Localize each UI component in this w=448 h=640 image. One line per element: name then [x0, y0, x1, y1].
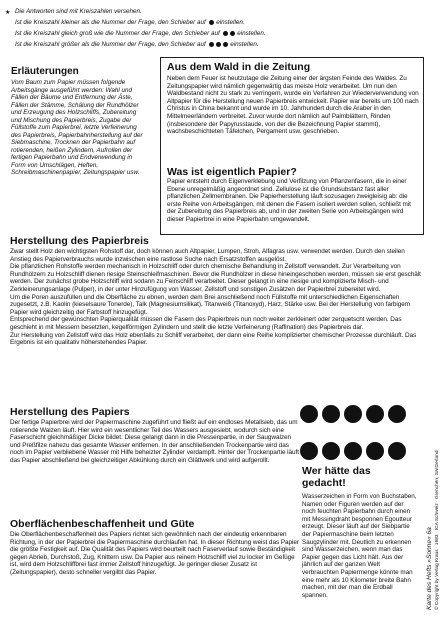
dot-icon — [209, 42, 214, 47]
pulp-paragraph-1: Zwar stellt Holz den wichtigsten Rohstoff dar, doch können auch Altpapier, Lumpen, Stroh, Alfagras usw. verwendet werden. Durch den steilen Anstieg des Papierverbrauchs wurde inzwischen eine rastlose Suche nach Ersatzstoffen ausgelöst. — [10, 248, 405, 263]
explanations-body: Vom Baum zum Papier müssen folgende Arbeitsgänge ausgeführt werden: Wahl und Fällen der Bäume und Entfernung der Äste, Fällen der Stämme, Schälung der Rundhölzer und Erzeugung des Holzschliffs, Zubereitung und Mischung des Papierbreis, Zugabe der Füllstoffe zum Papierbrei, letzte Verfeinerung des Papierbreis, Papierbahnherstellung auf der Siebmaschine, Trocknen der Papierbahn auf rotierenden, heißen Zylindern, Aufrollen der fertigen Papierbahn und Endverwendung in Form von Umschlägen, Heften, Schreibmaschinenpapier, Zeitungspapier usw. — [11, 79, 143, 176]
instruction-line-4: Ist die Kreiszahl größer als die Nummer der Frage, den Schieber auf einstellen. — [15, 41, 259, 48]
pulp-paragraph-3: Um die Poren auszufüllen und die Oberfläche zu ebnen, werden dem Brei anschließend noch Füllstoffe mit unterschiedlichen Eigenschaften zugesetzt, z.B. Kaolin (kieselsaure Tonerde), Talk (Magnesiumsilikat), Titanweiß (Titanoxyd), Harz, Stärke usw. Bei der Herstellung von farbigem Papier wird gleichzeitig der Farbstoff hinzugefügt. — [10, 293, 411, 316]
surface-section-body: Die Oberflächenbeschaffenheit des Papiers richtet sich gewöhnlich nach der eindeutig erkennbaren Richtung, in der der Papierbrei die Papiermaschine durchlaufen hat. In dieser Richtung weist das Papier die größte Festigkeit auf. Die Qualität des Papiers wird beurteilt nach Faserverlauf sowie Beständigkeit gegen Abrieb, Durchstoß, Zug, Knittern usw. Da Papier aus reinem Holzschliff viel zu locker im Gefüge ist, wird dem Holzschliffbrei fast immer Zellstoff hinzugefügt. Je geringer dieser Zusatz ist (Zeitungspapier), desto schneller vergilbt das Papier. — [10, 531, 299, 576]
dot-icon — [344, 405, 362, 423]
pulp-section-title: Herstellung des Papierbreis — [10, 235, 149, 247]
dot-icon — [366, 405, 384, 423]
newspaper-box — [160, 57, 424, 235]
dot-icon — [322, 442, 340, 460]
instruction-block — [3, 3, 435, 53]
newspaper-title: Aus dem Wald in die Zeitung — [167, 61, 311, 73]
paper-section-heading-wrap — [10, 406, 280, 418]
star-icon: ★ — [5, 10, 11, 16]
pulp-paragraph-5: Zur Herstellung von Zellstoff wird das Holz ebenfalls zu Schliff verarbeitet, der dann eine Reihe komplizierter chemischer Prozesse durchläuft. Das Ergebnis ist ein qualitativ höherstehendes Papier. — [10, 331, 417, 347]
dot-row-top — [300, 405, 420, 427]
dot-icon — [209, 20, 214, 25]
newspaper-paragraph: Neben dem Feuer ist heutzutage die Zeitung einer der ärgsten Feinde des Waldes. Zu Zeitungspapier wird nämlich gegenwärtig das meiste Holz verarbeitet. Um nun den Waldbestand nicht zu stark zu verringern, wurde ein Verfahren zur Wiederverwendung von Altpapier für die Herstellung neuen Papierbreis entwickelt. Papier war bereits um 100 nach Christus in China bekannt und wurde im 10. Jahrhundert durch die Araber in den Mittelmeerländern verbreitet. Zuvor wurde dort nämlich auf Palmblättern, Rinden (insbesondere der Papyrusstaude, von der die Bezeichnung Papier stammt), wachsbeschichteten Täfelchen, Pergament usw. geschrieben. — [167, 75, 419, 136]
fun-fact-body: Wasserzeichen in Form von Buchstaben, Namen oder Figuren werden auf der noch feuchten Papierbahn durch einen mit Messingdraht besponnen Egoutteur erzeugt. Dieser läuft auf der Siebpartie der Papiermaschine beim letzten Saugzylinder mit. Deutlich zu erkennen sind Wasserzeichen, wenn man das Papier gegen das Licht hält. Aus der jährlich auf der ganzen Welt verbrauchten Papiermenge könnte man eine mehr als 10 Kilometer breite Bahn machen, mit der man die Erdball spannen. — [302, 493, 417, 599]
explanations-title: Erläuterungen — [11, 66, 79, 77]
pulp-section-body — [10, 248, 425, 347]
dot-icon — [216, 42, 221, 47]
dot-icon — [322, 405, 340, 423]
credit-line — [426, 400, 442, 610]
paper-question-paragraph: Papier entsteht durch Eigenverklebung und Verfilzung von Pflanzenfasern, die in einer Ebene unregelmäßig angeordnet sind. Zellulose ist die Grundsubstanz fast aller pflanzlichen Zellmembranen. Die Papierherstellung läuft sozusagen zweigleisig ab: die erste Reihe von Arbeitsgängen, mit denen die Fasern isoliert werden sollen, schließt mit der Zubereitung des Papierbreis ab, und in der zweiten Serie von Arbeitsgängen wird dieser Papierbrei in eine Papierbahn umgewandelt. — [167, 178, 411, 223]
instruction-line-2: Ist die Kreiszahl kleiner als die Nummer der Frage, den Schieber auf einstellen. — [15, 19, 245, 26]
surface-section-heading-wrap — [10, 518, 280, 530]
pulp-paragraph-4: Entsprechend der gewünschten Papierqualität müssen die Fasern des Papierbreis nun noch weiter zerkleinert oder zerquetscht werden. Das geschieht in mit Messern besetzten, kegelförmigen Zylindern und stellt die letzte Verfeinerung (Raffination) des Papierbreis dar. — [10, 316, 402, 331]
fun-fact-section — [302, 466, 417, 599]
dot-icon — [344, 442, 362, 460]
surface-section-title: Oberflächenbeschaffenheit und Güte — [10, 518, 195, 530]
paper-section-body: Der fertige Papierbrei wird der Papiermaschine zugeführt und fließt auf ein endloses Metallsieb, das um rotierende Walzen läuft. Hier wird ein wesentlicher Teil des Wassers ausgesiebt, wodurch sich eine Faserschicht gleichmäßiger Dicke bildet. Diese gelangt dann in die Pressenpartie, in der Saugwalzen und Preßfilze nahezu das gesamte Wasser entfernen. In der anschließenden Trockenpartie wird das noch im Papier verbliebene Wasser mit Hilfe beheizter Zylinder verdampft. Hinter der Trockenpartie läuft das Papier abschließend bei gleichzeitiger Abkühlung durch ein Glättwerk und wird aufgerollt. — [10, 419, 300, 464]
paper-question-title: Was ist eigentlich Papier? — [167, 166, 297, 178]
dot-icon — [223, 31, 228, 36]
dot-icon — [388, 405, 406, 423]
instruction-line-3: Ist die Kreiszahl gleich groß wie die Nummer der Frage, den Schieber auf einstellen. — [15, 30, 266, 37]
credit-main: Karte des Hefts »Sonne« 6a — [426, 527, 433, 610]
pulp-section-heading-wrap — [10, 235, 160, 247]
credit-copyright: © Copyright by Verlag Kraus · 1983 · ICA Schweiz · Grenchen, Switzerland — [435, 450, 440, 610]
instruction-line-1: Die Antworten sind mit Kreiszahlen versehen. — [15, 8, 142, 15]
dot-icon — [230, 31, 235, 36]
dot-icon — [300, 405, 318, 423]
dot-icon — [366, 442, 384, 460]
dot-icon — [223, 42, 228, 47]
dot-icon — [388, 442, 406, 460]
explanations-section — [11, 66, 146, 231]
dot-icon — [300, 442, 318, 460]
pulp-paragraph-2: Die pflanzlichen Rohstoffe werden mechanisch in Holzschliff oder durch chemische Behandlung in Zellstoff verwandelt. Zur Verarbeitung von Rundhölzern zu Holzschliff dienen riesige Steinschleifmaschinen. Bevor die Rundhölzer in diese hineingeschoben werden, müssen sie erst geschält werden. Der zunächst grobe Holzschliff wird sodann zu Feinschliff verarbeitet. Dieser gelangt in eine riesige und komplizierte Misch- und Zerkleinerungsanlage (Pulper), in der unter Hinzufügung von Wasser, Zellstoff und sonstigen Zusätzen der Papierbrei zubereitet wird. — [10, 263, 421, 293]
paper-section-title: Herstellung des Papiers — [10, 406, 130, 418]
dot-row-bottom — [300, 442, 410, 462]
fun-fact-title: Wer hätte das gedacht! — [302, 465, 371, 489]
